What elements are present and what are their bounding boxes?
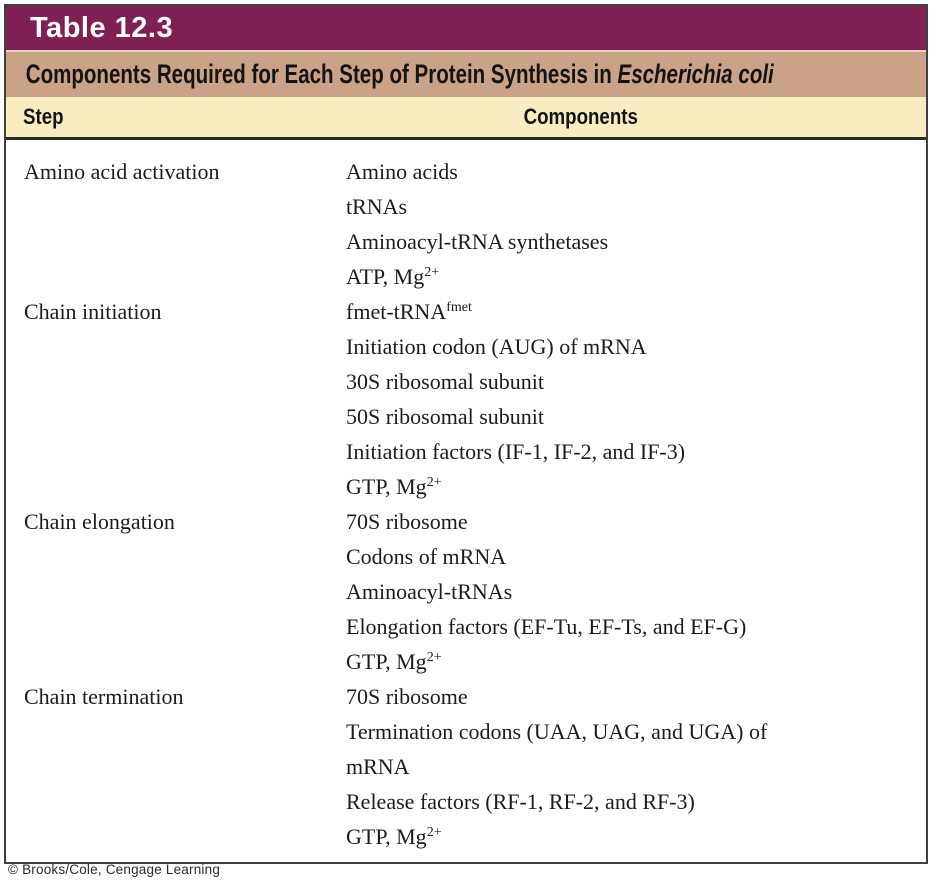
component-line: Elongation factors (EF-Tu, EF-Ts, and EF-G): [346, 614, 747, 639]
component-line: 70S ribosome: [346, 509, 468, 534]
table-row: [6, 154, 926, 294]
component-line: Aminoacyl-tRNAs: [346, 579, 513, 604]
table-row: [6, 679, 926, 854]
component-line: Aminoacyl-tRNA synthetases: [346, 229, 609, 254]
component-line: GTP, $Mg^{2+}$: [346, 474, 442, 499]
component-line: 70S ribosome: [346, 684, 468, 709]
component-line: fmet-tRNA$^{fmet}$: [346, 299, 472, 324]
step-cell: Chain elongation: [24, 509, 175, 534]
components-cell: [346, 679, 926, 854]
table-subtitle: [6, 59, 774, 90]
component-line: Termination codons (UAA, UAG, and UGA) of mRNA: [346, 719, 768, 779]
component-line: GTP, $Mg^{2+}$: [346, 649, 442, 674]
table-title-bar: [6, 6, 926, 52]
components-cell: [346, 504, 926, 679]
subtitle-plain-text: Components Required for Each Step of Protein Synthesis in: [25, 59, 618, 89]
step-cell: Chain initiation: [24, 299, 162, 324]
component-line: GTP, $Mg^{2+}$: [346, 824, 442, 849]
component-line: 50S ribosomal subunit: [346, 404, 545, 429]
column-header-components: Components: [523, 104, 638, 129]
component-line: Release factors (RF-1, RF-2, and RF-3): [346, 789, 695, 814]
table-body: [6, 140, 926, 862]
components-cell: [346, 154, 926, 294]
table-row: [6, 504, 926, 679]
components-cell: [346, 294, 926, 504]
column-header-step: Step: [23, 104, 64, 129]
component-line: 30S ribosomal subunit: [346, 369, 545, 394]
column-header-row: [6, 97, 926, 140]
component-line: Initiation codon (AUG) of mRNA: [346, 334, 647, 359]
table-title: Table 12.3: [30, 11, 174, 44]
step-cell: Amino acid activation: [24, 159, 220, 184]
table-12-3: [4, 4, 928, 864]
copyright-note: © Brooks/Cole, Cengage Learning: [8, 862, 221, 877]
table-subtitle-bar: [6, 52, 926, 97]
step-cell: Chain termination: [24, 684, 184, 709]
table-row: [6, 294, 926, 504]
component-line: ATP, $Mg^{2+}$: [346, 264, 440, 289]
component-line: Amino acids: [346, 159, 458, 184]
subtitle-species-name: Escherichia coli: [617, 59, 774, 89]
component-line: tRNAs: [346, 194, 408, 219]
component-line: Codons of mRNA: [346, 544, 507, 569]
component-line: Initiation factors (IF-1, IF-2, and IF-3): [346, 439, 686, 464]
